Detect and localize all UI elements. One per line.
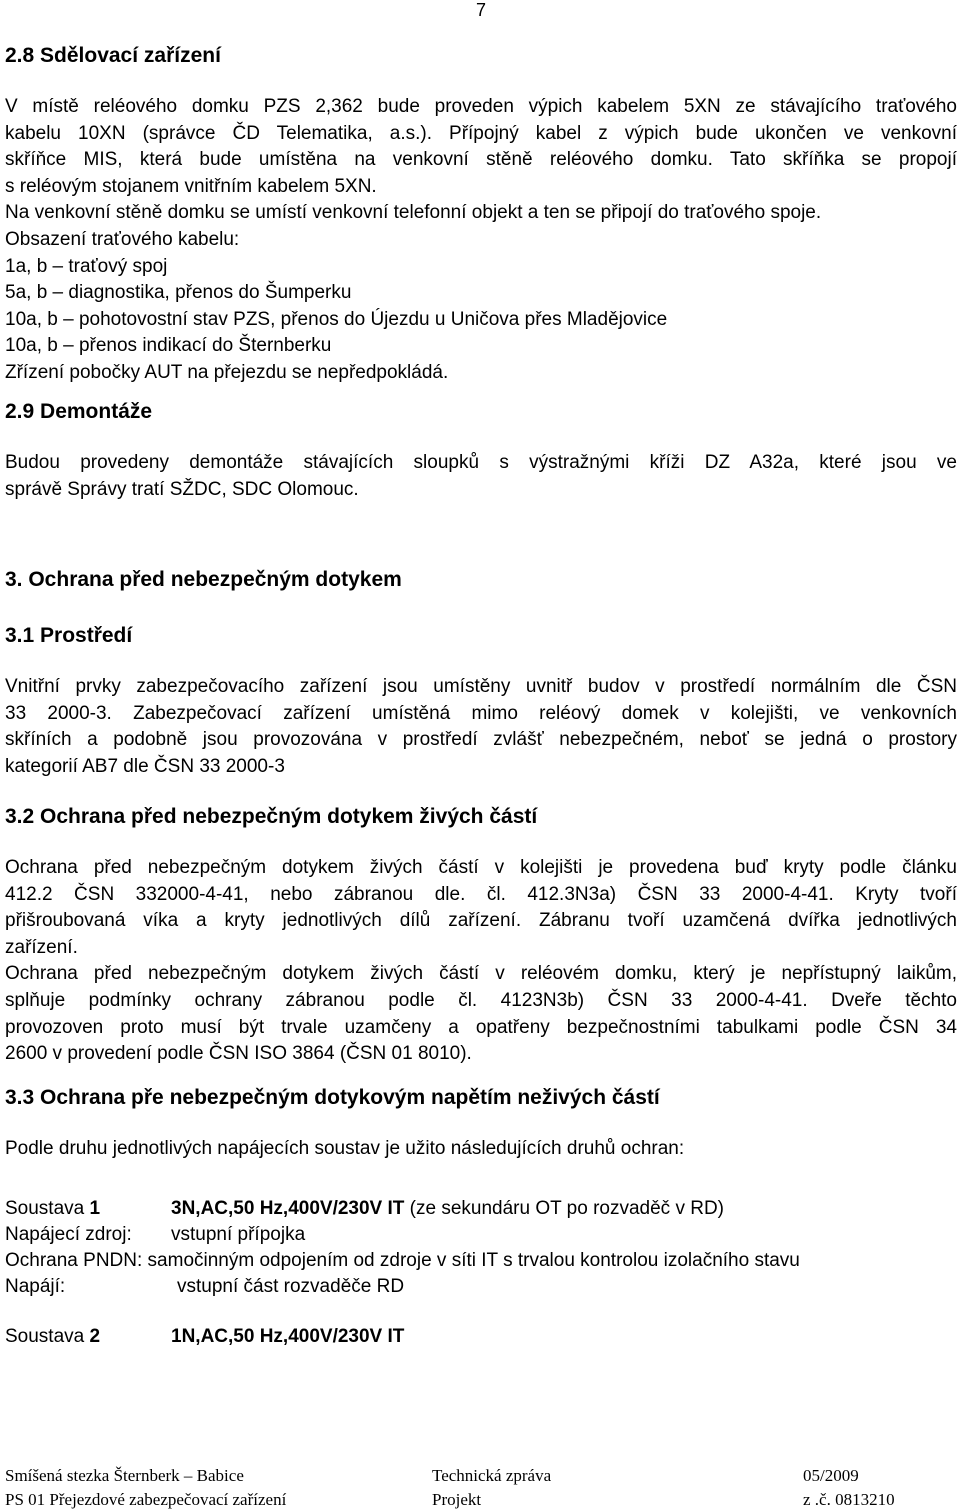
list-item: 5a, b – diagnostika, přenos do Šumperku	[5, 282, 352, 304]
list-item: 10a, b – pohotovostní stav PZS, přenos do Újezdu u Uničova přes Mladějovice	[5, 308, 668, 330]
footer-project-name: Smíšená stezka Šternberk – Babice	[5, 1466, 244, 1485]
napaji-value: vstupní část rozvaděče RD	[177, 1276, 405, 1297]
text-line: 33 2000-3. Zabezpečovací zařízení umístěná mimo reléový domek v kolejišti, ve venkovních	[5, 702, 957, 724]
ochrana-label: Ochrana PNDN:	[5, 1250, 143, 1271]
text-line: Budou provedeny demontáže stávajících sloupků s výstražnými kříži DZ A32a, které jsou ve	[5, 452, 957, 473]
page-number: 7	[476, 0, 487, 20]
text-line: správě Správy tratí SŽDC, SDC Olomouc.	[5, 478, 359, 500]
text-line: Zřízení pobočky AUT na přejezdu se nepředpokládá.	[5, 361, 449, 383]
text-line: Obsazení traťového kabelu:	[5, 228, 240, 250]
napajeci-zdroj-row	[5, 1224, 306, 1246]
section-heading-2-9: 2.9 Demontáže	[5, 400, 153, 423]
text-line: přišroubovaná víka a kryty jednotlivých dílů zařízení. Zábranu tvoří uzamčená dvířka jednotlivých	[5, 910, 957, 932]
ochrana-row	[5, 1250, 800, 1272]
list-item: 10a, b – přenos indikací do Šternberku	[5, 335, 332, 357]
footer-document-type: Technická zpráva	[432, 1466, 552, 1485]
text-line: skříních a podobně jsou provozována v prostředí zvlášť nebezpečném, neboť se jedná o prostory	[5, 729, 957, 751]
text-line: kabelu 10XN (správce ČD Telematika, a.s.). Přípojný kabel z výpich bude ukončen ve venkovní	[5, 122, 957, 144]
footer-order-number: z .č. 0813210	[803, 1490, 895, 1509]
text-line: 412.2 ČSN 332000-4-41, nebo zábranou dle. čl. 412.3N3a) ČSN 33 2000-4-41. Kryty tvoří	[5, 883, 957, 905]
ochrana-value: samočinným odpojením od zdroje v síti IT s trvalou kontrolou izolačního stavu	[142, 1250, 800, 1271]
text-line: s reléovým stojanem vnitřním kabelem 5XN.	[5, 175, 377, 197]
soustava-1-label: Soustava 1	[5, 1198, 101, 1219]
section-body-3-2	[5, 855, 957, 1068]
text-line: skříňce MIS, která bude umístěna na venkovní stěně reléového domku. Tato skříňka se propojí	[5, 149, 957, 171]
text-line: kategorií AB7 dle ČSN 33 2000-3	[5, 755, 285, 777]
text-line: 2600 v provedení podle ČSN ISO 3864 (ČSN 01 8010).	[5, 1043, 472, 1065]
text-line: V místě reléového domku PZS 2,362 bude proveden výpich kabelem 5XN ze stávajícího traťového	[5, 96, 957, 117]
text-line: Na venkovní stěně domku se umístí venkovní telefonní objekt a ten se připojí do traťového spoje.	[5, 202, 822, 224]
soustava-2-label: Soustava 2	[5, 1326, 101, 1347]
text-line: Ochrana před nebezpečným dotykem živých částí v kolejišti je provedena buď kryty podle článku	[5, 857, 957, 878]
section-body-2-8	[5, 94, 957, 387]
napajeci-zdroj-value: vstupní přípojka	[171, 1224, 306, 1245]
section-body-3-1	[5, 674, 957, 780]
text-line: provozoven proto musí být trvale uzamčeny a opatřeny bezpečnostními tabulkami podle ČSN 34	[5, 1016, 957, 1038]
footer-stage: Projekt	[432, 1490, 482, 1509]
section-heading-3-3: 3.3 Ochrana pře nebezpečným dotykovým napětím neživých částí	[5, 1086, 660, 1109]
text-line: Ochrana před nebezpečným dotykem živých částí v reléovém domku, který je nepřístupný laikům,	[5, 963, 957, 985]
text-line: zařízení.	[5, 936, 78, 958]
section-heading-3: 3. Ochrana před nebezpečným dotykem	[5, 568, 402, 591]
soustava-2-value: 1N,AC,50 Hz,400V/230V IT	[171, 1326, 405, 1347]
soustava-1-row	[5, 1198, 725, 1220]
list-item: 1a, b – traťový spoj	[5, 255, 168, 277]
section-intro-3-3: Podle druhu jednotlivých napájecích soustav je užito následujících druhů ochran:	[5, 1138, 685, 1159]
section-heading-3-2: 3.2 Ochrana před nebezpečným dotykem živých částí	[5, 805, 538, 828]
soustava-1-value: 3N,AC,50 Hz,400V/230V IT (ze sekundáru OT po rozvaděč v RD)	[171, 1198, 725, 1219]
section-body-2-9	[5, 450, 957, 503]
footer-ps-name: PS 01 Přejezdové zabezpečovací zařízení	[5, 1490, 287, 1509]
napaji-label: Napájí:	[5, 1276, 66, 1297]
napajeci-zdroj-label: Napájecí zdroj:	[5, 1224, 132, 1245]
soustava-2-row	[5, 1326, 405, 1348]
text-line: splňuje podmínky ochrany zábranou podle čl. 4123N3b) ČSN 33 2000-4-41. Dveře těchto	[5, 989, 957, 1011]
napaji-row	[5, 1276, 405, 1298]
footer-date: 05/2009	[803, 1466, 859, 1485]
section-heading-3-1: 3.1 Prostředí	[5, 624, 133, 647]
text-line: Vnitřní prvky zabezpečovacího zařízení jsou umístěny uvnitř budov v prostředí normálním dle ČSN	[5, 676, 957, 697]
section-heading-2-8: 2.8 Sdělovací zařízení	[5, 44, 221, 67]
